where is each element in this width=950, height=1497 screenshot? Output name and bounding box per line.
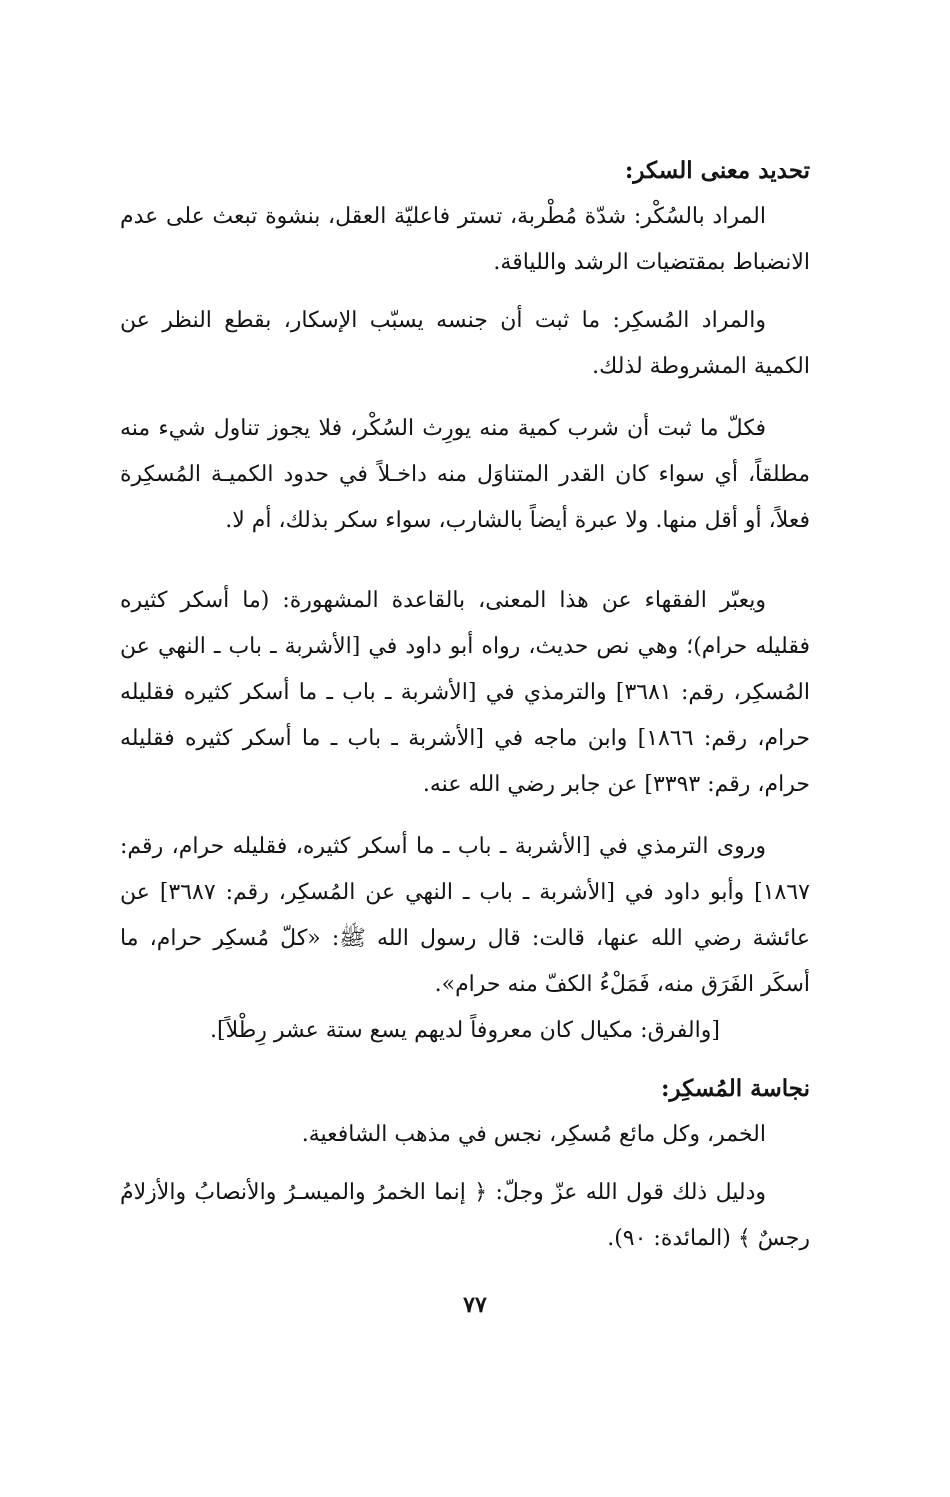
paragraph-faraq-note: [والفرق: مكيال كان معروفاً لديهم يسع ستة عشر رِطْلاً]. [210, 1018, 720, 1043]
paragraph-quran-evidence: ودليل ذلك قول الله عزّ وجلّ: ﴿ إنما الخمرُ والميسـرُ والأنصابُ والأزلامُ رجسٌ ﴾ (المائدة: ٩٠). [120, 1180, 810, 1251]
paragraph-jurists-rule: ويعبّر الفقهاء عن هذا المعنى، بالقاعدة المشهورة: (ما أسكر كثيره فقليله حرام)؛ وهي نص حديث، رواه أبو داود في [الأشربة ـ باب ـ النهي عن المُسكِر، رقم: ٣٦٨١] والترمذي في [الأشربة ـ باب ـ ما أسكر كثيره فقليله حرام، رقم: ١٨٦٦] وابن ماجه في [الأشربة ـ باب ـ ما أسكر كثيره فقليله حرام، رقم: ٣٣٩٣] عن جابر رضي الله عنه. [120, 588, 811, 797]
paragraph-definition-sukr: المراد بالسُكْر: شدّة مُطْربة، تستر فاعليّة العقل، بنشوة تبعث على عدم الانضباط بمقتضيات الرشد واللياقة. [120, 204, 810, 275]
paragraph-quantity-rule: فكلّ ما ثبت أن شرب كمية منه يورِث السُكْر، فلا يجوز تناول شيء منه مطلقاً، أي سواء كان القدر المتناوَل منه داخـلاً في حدود الكميـة المُسكِرة فعلاً، أو أقل منها. ولا عبرة أيضاً بالشارب، سواء سكر بذلك، أم لا. [120, 416, 810, 533]
paragraph-definition-muskir: والمراد المُسكِر: ما ثبت أن جنسه يسبّب الإسكار، بقطع النظر عن الكمية المشروطة لذلك. [120, 308, 810, 379]
page-body [120, 148, 810, 1262]
section-heading-impurity: نجاسة المُسكِر: [661, 1075, 810, 1102]
page-number: ٧٧ [463, 1292, 487, 1318]
section-heading-intoxication-meaning: تحديد معنى السكر: [624, 157, 810, 184]
paragraph-shafii-ruling: الخمر، وكل مائع مُسكِر، نجس في مذهب الشافعية. [301, 1122, 766, 1147]
paragraph-tirmidhi-narration: وروى الترمذي في [الأشربة ـ باب ـ ما أسكر كثيره، فقليله حرام، رقم: ١٨٦٧] وأبو داود في [الأشربة ـ باب ـ النهي عن المُسكِر، رقم: ٣٦٨٧] عن عائشة رضي الله عنها، قالت: قال رسول الله ﷺ: «كلّ مُسكِر حرام، ما أسكَر الفَرَق منه، فَمَلْءُ الكفّ منه حرام». [120, 834, 810, 997]
